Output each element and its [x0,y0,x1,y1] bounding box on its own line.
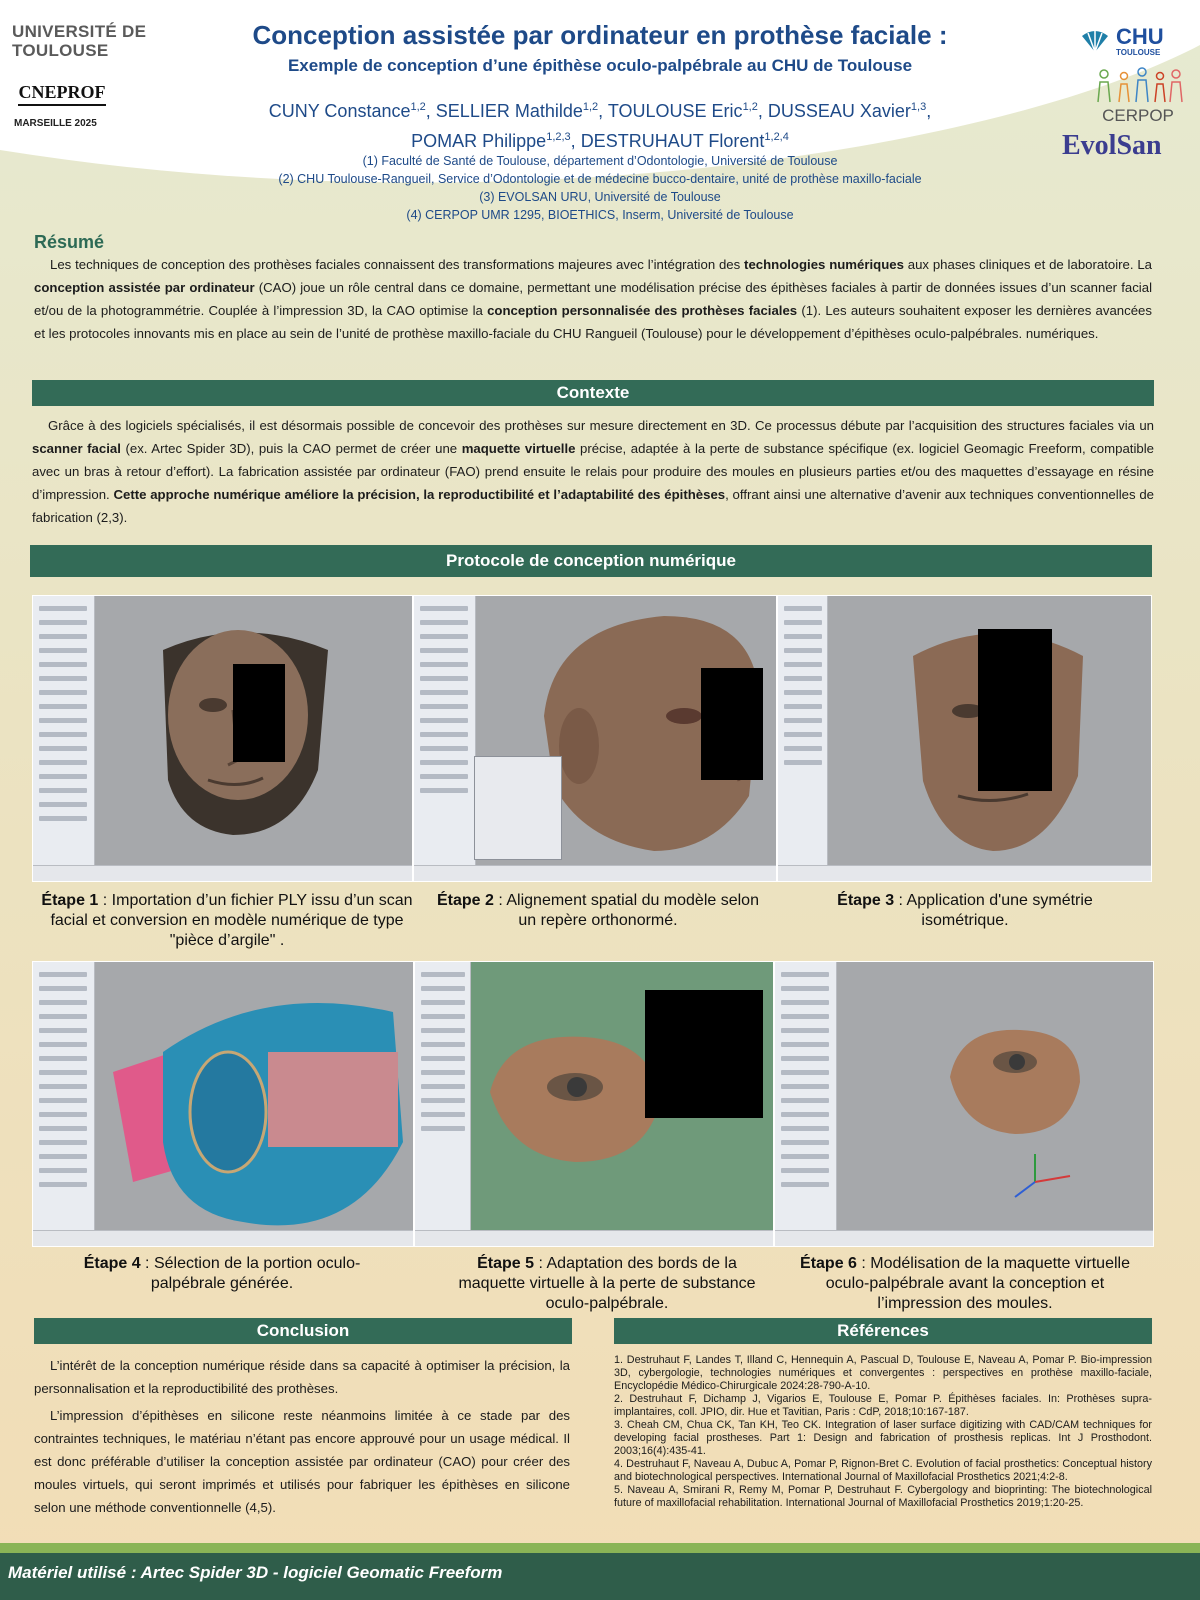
bottom-toolbar [33,1230,413,1246]
author-affiliation: 1,2,4 [764,131,789,143]
references-list [614,1354,1152,1510]
step-5-caption: Étape 5 : Adaptation des bords de la maquette virtuelle à la perte de substance oculo-palpébrale. [458,1255,756,1312]
bottom-toolbar [778,865,1151,881]
affiliation: (4) CERPOP UMR 1295, BIOETHICS, Inserm, Université de Toulouse [406,208,794,222]
bottom-toolbar [33,865,412,881]
authors-line-2: POMAR Philippe$^{1,2,3}$, DESTRUHAUT Florent$^{1,2,4}$ [411,131,789,151]
reference-item: 3. Cheah CM, Chua CK, Tan KH, Teo CK. Integration of laser surface digitizing with CAD/CAM techniques for developing facial prostheses. Part 1: Design and fabrication of prosthesis replicas. Int J Prosthodont. 2003;16(4):435-41. [614,1419,1152,1457]
references-heading: Références [614,1318,1152,1344]
evolsan-logo: EvolSan [1062,130,1162,161]
step-1-screenshot [32,595,413,882]
footer-accent-band [0,1543,1200,1553]
affiliations [160,152,1040,224]
author: TOULOUSE Eric [607,101,743,121]
step-3-screenshot [777,595,1152,882]
author-affiliation: 1,3 [910,101,927,113]
resume-heading: Résumé [34,232,105,252]
reference-item: 2. Destruhaut F, Dichamp J, Vigarios E, Toulouse E, Pomar P. Épithèses faciales. In: Prothèses supra-implantaires, coll. JPIO, dir. Hue et Tavitian, Paris : CdP, 2018;10:167-187. [614,1393,1152,1418]
eye-prosthesis-model-image [945,1022,1085,1142]
conclusion-paragraph: L’intérêt de la conception numérique réside dans sa capacité à optimiser la précision, la personnalisation et la reproductibilité des prothèses. [34,1358,570,1396]
dialog-panel [474,756,562,860]
author-affiliation: 1,2 [582,101,599,113]
tool-sidebar [33,596,95,881]
universite-toulouse-logo: UNIVERSITÉ DE TOULOUSE [12,22,147,60]
authors [160,94,1040,154]
cneprof-logo: CNEPROF [18,80,106,106]
bottom-toolbar [775,1230,1153,1246]
step-2-caption: Étape 2 : Alignement spatial du modèle selon un repère orthonormé. [437,892,759,929]
step-2-screenshot [413,595,777,882]
cerpop-logo-text: CERPOP [1102,106,1174,125]
step-4-caption: Étape 4 : Sélection de la portion oculo-palpébrale générée. [83,1255,361,1292]
protocole-heading: Protocole de conception numérique [30,545,1152,577]
author: DUSSEAU Xavier [767,101,911,121]
tool-sidebar [778,596,828,881]
chu-toulouse-logo [1080,24,1190,58]
step-6-caption: Étape 6 : Modélisation de la maquette virtuelle oculo-palpébrale avant la conception et l’impression des moules. [800,1255,1130,1312]
author-affiliation: 1,2 [410,101,426,113]
author: DESTRUHAUT Florent [580,131,765,151]
footer-text: Matériel utilisé : Artec Spider 3D - logiciel Geomatic Freeform [8,1563,503,1582]
poster-subtitle: Exemple de conception d’une épithèse oculo-palpébrale au CHU de Toulouse [287,56,913,75]
contexte-paragraph: Grâce à des logiciels spécialisés, il est désormais possible de concevoir des prothèses sur mesure directement en 3D. Ce processus débute par l’acquisition des structures faciales via un scanner facial (ex. Artec Spider 3D), puis la CAO permet de créer une maquette virtuelle précise, adaptée à la perte de substance spécifique (ex. logiciel Geomagic Freeform, compatible avec un bras à retour d’effort). La fabrication assistée par ordinateur (FAO) prend ensuite le relais pour produire des moules en plusieurs parties et/ou des maquettes d’essayage en résine d’impression. Cette approche numérique améliore la précision, la reproductibilité et l’adaptabilité des épithèses, offrant ainsi une alternative d’avenir aux techniques conventionnelles de fabrication (2,3). [32,418,1154,525]
contexte-heading: Contexte [32,380,1154,406]
axis-gizmo-icon [1005,1152,1075,1202]
author-affiliation: 1,2 [742,101,758,113]
tool-sidebar [414,596,476,881]
face-model-image [113,982,413,1232]
redaction-box [645,990,763,1118]
step-6-screenshot [774,961,1154,1247]
step-3-caption: Étape 3 : Application d'une symétrie isométrique. [837,892,1093,929]
affiliation: (3) EVOLSAN URU, Université de Toulouse [479,190,721,204]
conference-location: MARSEILLE 2025 [14,118,97,129]
shell-icon [1080,28,1110,54]
author: POMAR Philippe [411,131,547,151]
author: SELLIER Mathilde [435,101,583,121]
redaction-box [701,668,763,780]
chu-logo-subtext: TOULOUSE [1116,48,1161,57]
reference-item: 5. Naveau A, Smirani R, Remy M, Pomar P, Destruhaut F. Cybergology and bioprinting: The biotechnological future of maxillofacial rehabilitation. International Journal of Maxillofacial Prosthetics 2019;1:20-25. [614,1484,1152,1509]
conclusion-paragraph: L’impression d’épithèses en silicone reste néanmoins limitée à ce stade par des contraintes techniques, le matériau n’étant pas encore approuvé pour un usage médical. Il est donc préférable d’utiliser la conception assistée par ordinateur (CAO) pour créer des moules virtuels, qui seront imprimés et utilisés pour fabriquer les épithèses en silicone selon une méthode conventionnelle (4,5). [34,1408,570,1515]
people-icon [1086,66,1190,106]
cerpop-logo [1086,66,1190,126]
eye-prosthesis-model-image [485,1022,665,1172]
authors-line-1: CUNY Constance$^{1,2}$, SELLIER Mathilde$^{1,2}$, TOULOUSE Eric$^{1,2}$, DUSSEAU Xavier$^{1,3}$, [268,101,932,121]
redaction-box [233,664,285,762]
tool-sidebar [415,962,471,1246]
chu-logo-text: CHU [1116,24,1164,49]
step-1-caption: Étape 1 : Importation d’un fichier PLY issu d’un scan facial et conversion en modèle numérique de type "pièce d’argile" . [41,892,413,949]
reference-item: 1. Destruhaut F, Landes T, Illand C, Hennequin A, Pascual D, Toulouse E, Naveau A, Pomar P. Bio-impression 3D, cybergologie, technologies numériques et convergentes : perspectives en prothèse maxillo-faciale, Encyclopédie Médico-Chirurgicale 2024:28-790-A-10. [614,1354,1152,1392]
conclusion-heading: Conclusion [34,1318,572,1344]
poster-title: Conception assistée par ordinateur en prothèse faciale : [252,20,948,50]
author-affiliation: 1,2,3 [546,131,571,143]
step-4-screenshot [32,961,414,1247]
bottom-toolbar [415,1230,773,1246]
affiliation: (2) CHU Toulouse-Rangueil, Service d’Odontologie et de médecine bucco-dentaire, unité de prothèse maxillo-faciale [278,172,922,186]
redaction-box [978,629,1052,791]
tool-sidebar [775,962,837,1246]
affiliation: (1) Faculté de Santé de Toulouse, département d’Odontologie, Université de Toulouse [362,154,838,168]
step-5-screenshot [414,961,774,1247]
resume-paragraph: Les techniques de conception des prothèses faciales connaissent des transformations majeures avec l’intégration des technologies numériques aux phases cliniques et de laboratoire. La conception assistée par ordinateur (CAO) joue un rôle central dans ce domaine, permettant une modélisation précise des épithèses faciales à partir de données issues d’un scanner facial et/ou de la photogrammétrie. Couplée à l’impression 3D, la CAO optimise la conception personnalisée des prothèses faciales (1). Les auteurs souhaitent exposer les dernières avancées et les protocoles innovants mis en place au sein de l’unité de prothèse maxillo-faciale du CHU Rangueil (Toulouse) pour le développement d’épithèses oculo-palpébrales. numériques. [34,257,1153,341]
tool-sidebar [33,962,95,1246]
bottom-toolbar [414,865,776,881]
conclusion-text [34,1354,570,1519]
reference-item: 4. Destruhaut F, Naveau A, Dubuc A, Pomar P, Rignon-Bret C. Evolution of facial prosthetics: Conceptual history and biotechnological perspectives. International Journal of Maxillofacial Prosthetics 2021;4:2-8. [614,1458,1152,1483]
author: CUNY Constance [268,101,411,121]
